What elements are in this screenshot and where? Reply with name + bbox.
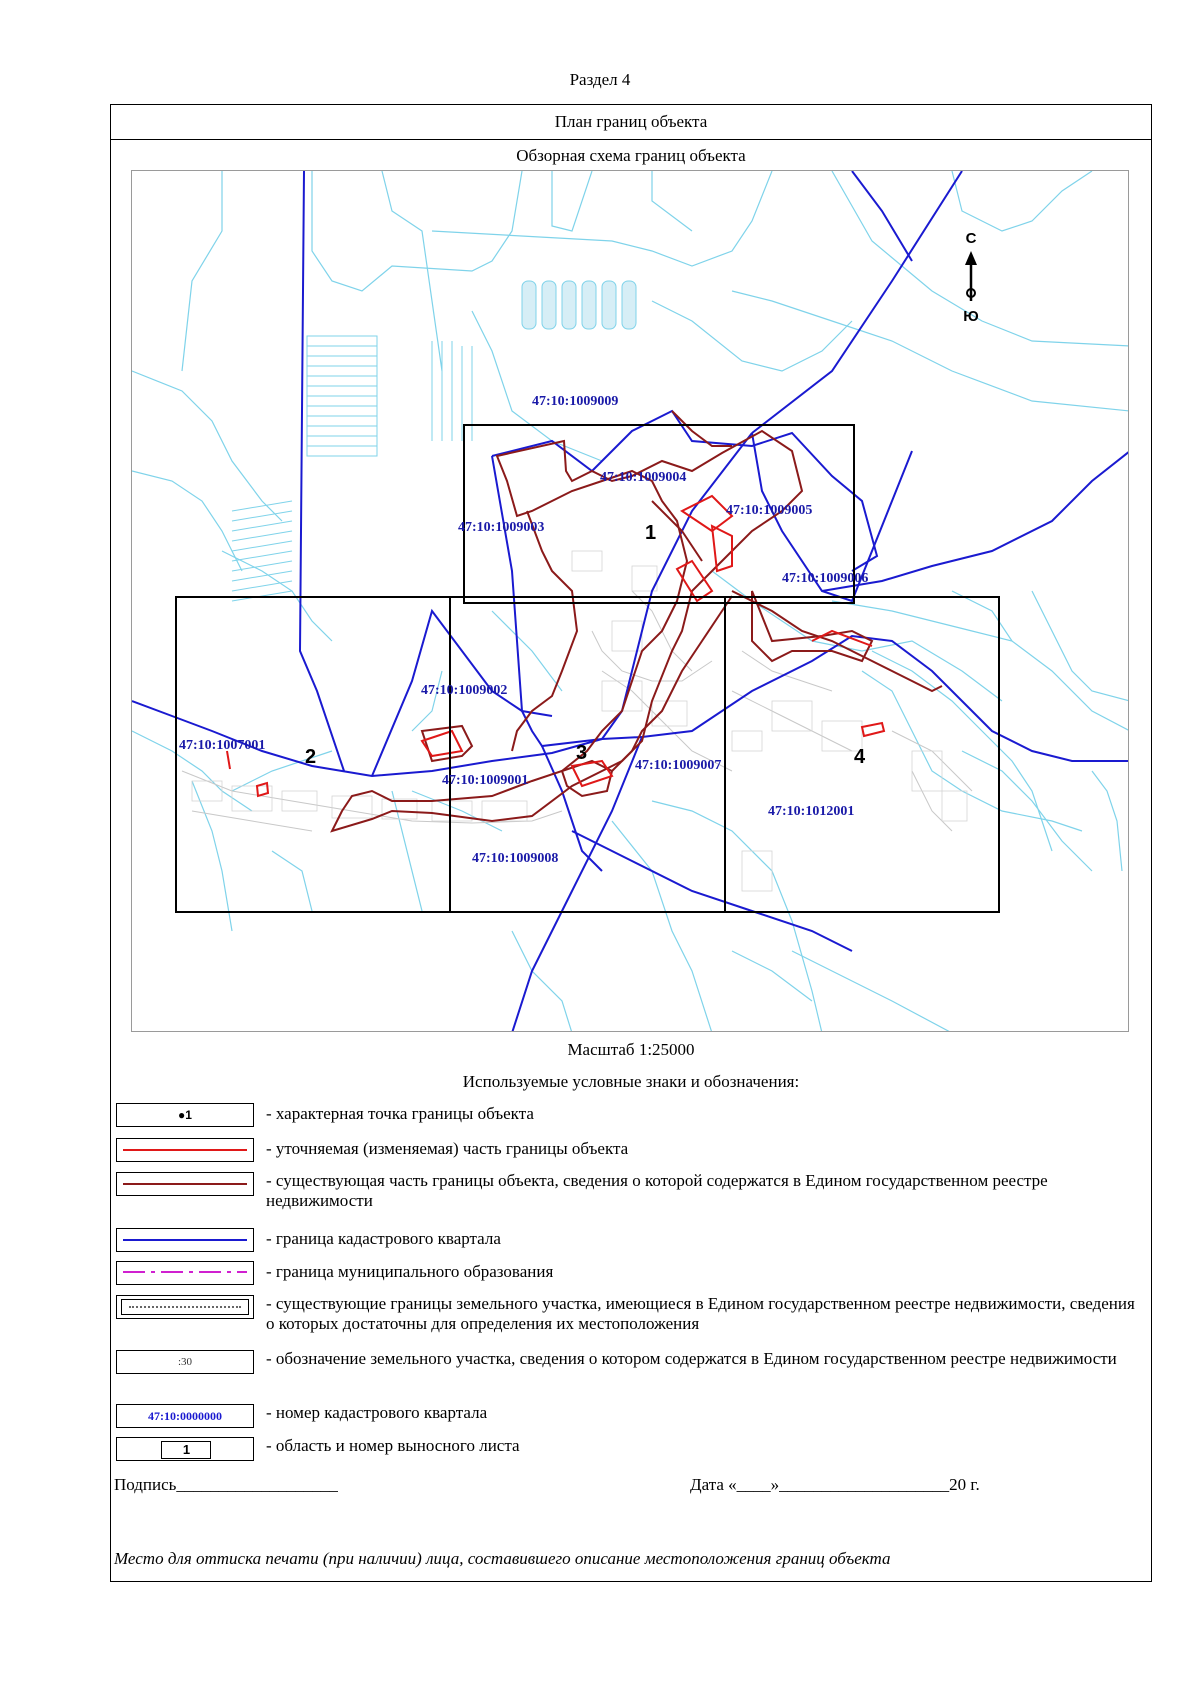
quarter-label-1009001: 47:10:1009001 xyxy=(442,773,529,788)
sheet-number-1: 1 xyxy=(645,522,657,544)
stamp-note: Место для оттиска печати (при наличии) лица, составившего описание местоположения границ объекта xyxy=(114,1549,891,1568)
legend-text-darkred-line: - существующая часть границы объекта, сведения о которой содержатся в Едином государственном реестре недвижимости xyxy=(266,1171,1048,1210)
quarter-label-1012001: 47:10:1012001 xyxy=(768,804,855,819)
quarter-label-1009005: 47:10:1009005 xyxy=(726,503,813,518)
sheet-number-4: 4 xyxy=(854,746,866,768)
quarter-label-1009007: 47:10:1009007 xyxy=(635,758,722,773)
quarter-label-1009006: 47:10:1009006 xyxy=(782,571,869,586)
signature-line: Подпись___________________ xyxy=(114,1475,338,1494)
legend-text-dotted-box: - существующие границы земельного участка, имеющиеся в Едином государственном реестре недвижимости, сведения о которых достаточны для определения их местоположения xyxy=(266,1294,1135,1333)
overview-title: Обзорная схема границ объекта xyxy=(516,146,746,165)
legend-text-blue-line: - граница кадастрового квартала xyxy=(266,1229,501,1248)
legend-text-point: - характерная точка границы объекта xyxy=(266,1104,534,1123)
legend-symbol-quarter-label xyxy=(116,1404,254,1428)
quarter-label-1007001: 47:10:1007001 xyxy=(179,738,266,753)
legend-point-sample: ●1 xyxy=(178,1108,192,1122)
compass-south: Ю xyxy=(963,308,979,325)
legend-quarter-sample: 47:10:0000000 xyxy=(148,1409,222,1423)
overview-map xyxy=(131,170,1129,1032)
legend-symbol-dotted-box xyxy=(116,1295,254,1319)
quarter-label-1009002: 47:10:1009002 xyxy=(421,683,508,698)
legend-symbol-point xyxy=(116,1103,254,1127)
section-title: Раздел 4 xyxy=(569,70,631,89)
legend-text-magenta-dashdot: - граница муниципального образования xyxy=(266,1262,554,1281)
date-line: Дата «____»____________________20 г. xyxy=(690,1475,980,1494)
sheet-number-3: 3 xyxy=(576,742,588,764)
quarter-label-1009009: 47:10:1009009 xyxy=(532,394,619,409)
plan-title: План границ объекта xyxy=(110,104,1152,140)
legend-sheet-sample: 1 xyxy=(182,1442,191,1457)
sheet-number-2: 2 xyxy=(305,746,317,768)
legend-symbol-magenta-dashdot xyxy=(116,1261,254,1285)
drainage-grid xyxy=(232,336,472,601)
legend-title: Используемые условные знаки и обозначения: xyxy=(462,1072,800,1091)
map-canvas xyxy=(132,171,1129,1032)
legend-text-red-line: - уточняемая (изменяемая) часть границы объекта xyxy=(266,1139,629,1158)
ponds xyxy=(522,281,636,329)
legend-text-sheet-box: - область и номер выносного листа xyxy=(266,1436,520,1455)
legend-text-parcel-label: - обозначение земельного участка, сведения о котором содержатся в Едином государственном реестре недвижимости xyxy=(266,1349,1117,1368)
legend-symbol-red-line xyxy=(116,1138,254,1162)
legend-text-quarter-label: - номер кадастрового квартала xyxy=(266,1403,488,1422)
legend-symbol-blue-line xyxy=(116,1228,254,1252)
legend-symbol-parcel-label xyxy=(116,1350,254,1374)
map-scale: Масштаб 1:25000 xyxy=(567,1040,695,1059)
north-arrow-icon xyxy=(965,251,977,301)
legend-parcel-sample: :30 xyxy=(177,1356,193,1368)
quarter-label-1009004: 47:10:1009004 xyxy=(600,470,687,485)
compass-north: С xyxy=(965,230,977,247)
quarter-label-1009003: 47:10:1009003 xyxy=(458,520,545,535)
quarter-label-1009008: 47:10:1009008 xyxy=(472,851,559,866)
legend-symbol-darkred-line xyxy=(116,1172,254,1196)
legend-symbol-sheet-box xyxy=(116,1437,254,1461)
